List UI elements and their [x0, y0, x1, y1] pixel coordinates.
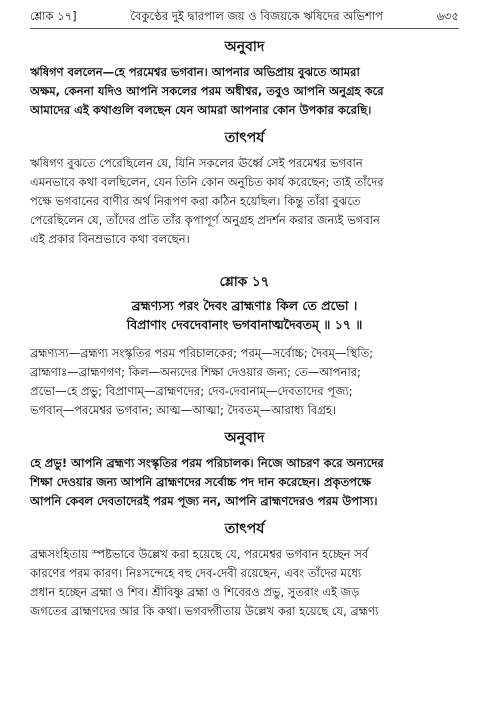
purport-heading: তাৎপর্য	[224, 521, 265, 537]
text-line: ব্রহ্মণ্যস্য—ব্রহ্মণ্য সংস্কৃতির পরম পরিচালকের; পরম্—সর্বোচ্চ; দৈবম্—স্থিতি;	[30, 346, 374, 360]
text-line: পেরেছিলেন যে, তাঁদের প্রতি তাঁর কৃপাপূর্ণ অনুগ্রহ প্রদর্শন করার জন্যই ভগবান	[30, 213, 380, 227]
text-line: হে প্রভু! আপনি ব্রহ্মণ্য সংস্কৃতির পরম পরিচালক। নিজে আচরণ করে অন্যদের	[30, 456, 384, 470]
text-line: ঋষিগণ বললেন—হে পরমেশ্বর ভগবান। আপনার অভিপ্রায় বুঝতে আমরা	[30, 65, 360, 79]
verse-line: বিপ্রাণাং দেবদেবানাং ভগবানাত্মদৈবতম্ ॥ ১৭ ॥	[126, 317, 363, 332]
text-line: ভগবান্—পরমেশ্বর ভগবান; আত্ম—আত্মা; দৈবতম্—আরাধ্য বিগ্রহ।	[30, 403, 337, 417]
header-page-number: ৬৩৫	[436, 9, 459, 23]
text-line: ব্রাহ্মণাঃ—ব্রাহ্মণগণ; কিল—অন্যদের শিক্ষা দেওয়ার জন্য; তে—আপনার;	[30, 365, 361, 379]
text-line: ব্রহ্মসংহিতায় স্পষ্টভাবে উল্লেখ করা হয়েছে যে, পরমেশ্বর ভগবান হচ্ছেন সর্ব	[30, 547, 369, 561]
translation-heading: অনুবাদ	[224, 430, 265, 446]
translation-heading: অনুবাদ	[224, 39, 265, 55]
running-header	[30, 8, 459, 29]
purport-text	[30, 154, 459, 249]
text-line: পক্ষে ভগবানের বাণীর অর্থ নিরূপণ করা কঠিন হয়েছিল। কিন্তু তাঁরা বুঝতে	[30, 194, 361, 208]
text-line: এই প্রকার বিনম্রভাবে কথা বলছেন।	[30, 232, 190, 246]
header-verse-ref: শ্লোক ১৭]	[30, 9, 77, 23]
translation-text	[30, 454, 459, 511]
translation-text	[30, 63, 459, 120]
text-line: শিক্ষা দেওয়ার জন্য আপনি ব্রাহ্মণদের সর্বোচ্চ পদ দান করেছেন। প্রকৃতপক্ষে	[30, 475, 371, 489]
header-chapter-title: বৈকুণ্ঠের দুই দ্বারপাল জয় ও বিজয়কে ঋষিদের অভিশাপ	[130, 9, 383, 23]
verse-title: শ্লোক ১৭	[219, 274, 270, 290]
purport-heading: তাৎপর্য	[224, 130, 265, 146]
text-line: এমনভাবে কথা বলছিলেন, যেন তিনি কোন অনুচিত কার্য করেছেন; তাই তাঁদের	[30, 175, 384, 189]
verse-line: ব্রহ্মণ্যস্য পরং দৈবং ব্রাহ্মণাঃ কিল তে প্রভো ।	[131, 298, 358, 313]
text-line: প্রধান হচ্ছেন ব্রহ্মা ও শিব। শ্রীবিষ্ণু ব্রহ্মা ও শিবেরও প্রভু, সুতরাং এই জড়	[30, 585, 360, 599]
text-line: ঋষিগণ বুঝতে পেরেছিলেন যে, যিনি সকলের ঊর্ধ্বে সেই পরমেশ্বর ভগবান	[30, 156, 363, 170]
verse-text	[30, 296, 459, 334]
text-line: অক্ষম, কেননা যদিও আপনি সকলের পরম অধীশ্বর, তবুও আপনি অনুগ্রহ করে	[30, 84, 384, 98]
text-line: আমাদের এই কথাগুলি বলছেন যেন আমরা আপনার কোন উপকার করেছি।	[30, 103, 372, 117]
text-line: প্রভো—হে প্রভু; বিপ্রাণাম্—ব্রাহ্মণদের; দেব-দেবানাম্—দেবতাদের পূজ্য;	[30, 384, 353, 398]
synonyms-text	[30, 344, 459, 420]
text-line: আপনি কেবল দেবতাদেরই পরম পূজ্য নন, আপনি ব্রাহ্মণদেরও পরম উপাস্য।	[30, 494, 378, 508]
purport-text	[30, 545, 459, 621]
text-line: কারণের পরম কারণ। নিঃসন্দেহে বহু দেব-দেবী রয়েছেন, এবং তাঁদের মধ্যে	[30, 566, 362, 580]
text-line: জগতের ব্রাহ্মণদের আর কি কথা। ভগবদ্গীতায় উল্লেখ করা হয়েছে যে, ব্রহ্মণ্য	[30, 604, 379, 618]
